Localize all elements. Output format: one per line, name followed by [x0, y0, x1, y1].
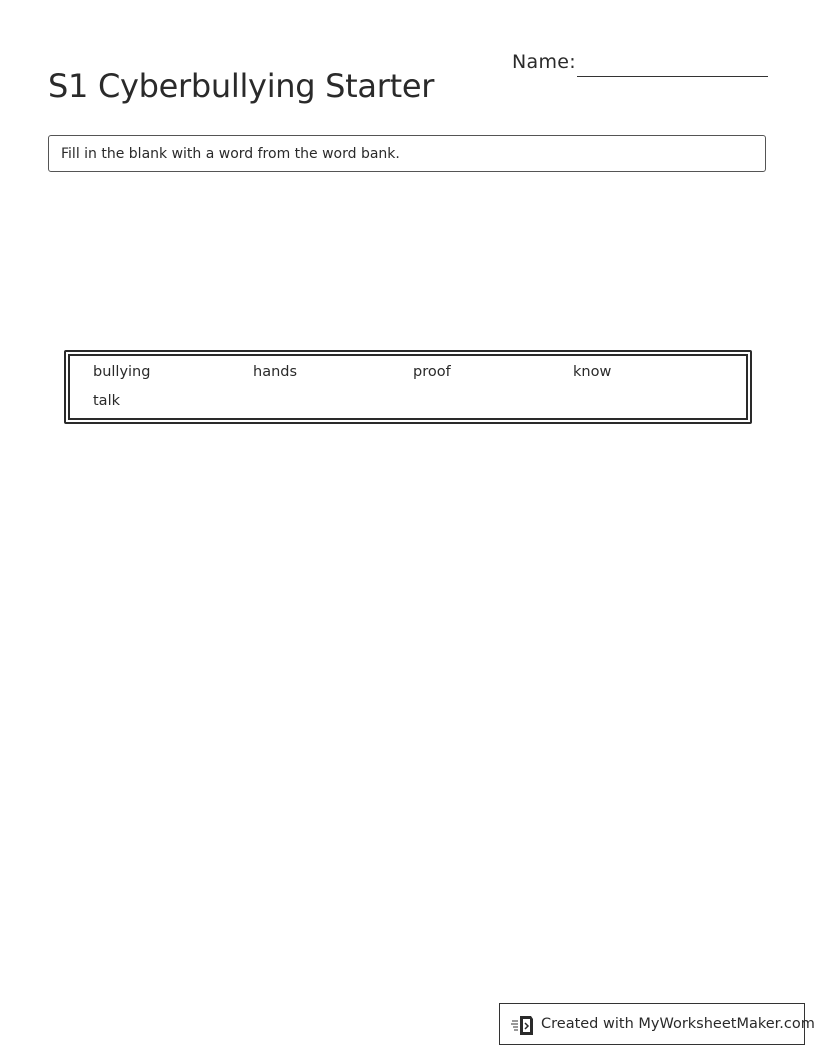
word-bank-word: bullying [93, 364, 151, 380]
word-bank-word: know [573, 364, 612, 380]
instructions-text: Fill in the blank with a word from the word bank. [61, 146, 400, 162]
footer-text: Created with MyWorksheetMaker.com [541, 1016, 815, 1032]
word-bank-word: proof [413, 364, 451, 380]
word-bank-word: talk [93, 393, 120, 409]
word-bank-inner-border [68, 354, 748, 420]
instructions-box [48, 135, 766, 172]
name-field [512, 51, 768, 79]
name-label: Name: [512, 51, 576, 73]
page-title: S1 Cyberbullying Starter [48, 67, 435, 106]
name-blank-line [577, 76, 768, 77]
word-bank-word: hands [253, 364, 298, 380]
footer-badge [499, 1003, 815, 1045]
word-bank [64, 350, 752, 424]
worksheet-maker-logo-icon [511, 1014, 535, 1036]
